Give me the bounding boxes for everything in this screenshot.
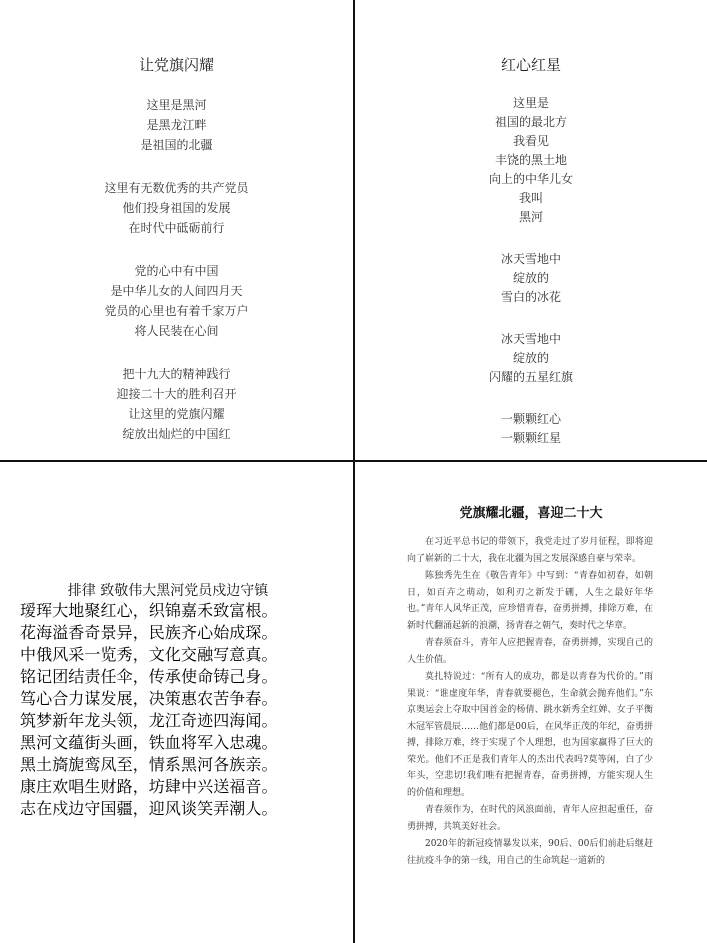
article-paragraph: 陈独秀先生在《敬告青年》中写到：“青春如初春，如朝日，如百卉之萌动，如利刃之新发于硎，人生之最好年华也。”青年人风华正茂，应珍惜青春，奋勇拼搏，排除万难，在新时代翻涌起新的浪潮，扬青春之朝气，奏时代之华章。 <box>407 571 653 631</box>
poem-stanza <box>355 410 707 448</box>
article-paragraph: 在习近平总书记的带领下，我党走过了岁月征程，即将迎向了崭新的二十大，我在北疆为国之发展深感自豪与荣幸。 <box>407 537 653 564</box>
poem-line: 向上的中华儿女 <box>488 172 573 186</box>
poem-stanza <box>0 261 353 341</box>
poem-line: 雪白的冰花 <box>500 290 561 304</box>
poem-title: 红心红星 <box>500 56 561 74</box>
poem-line: 是黑龙江畔 <box>146 118 207 132</box>
verse-line: 铭记团结责任伞，传承使命铸己身。 <box>20 667 278 686</box>
poem-line: 迎接二十大的胜利召开 <box>116 387 237 401</box>
poem-line: 绽放的 <box>512 351 549 365</box>
poem-body <box>355 94 707 460</box>
verse-line: 康庄欢唱生财路，坊肆中兴送福音。 <box>20 777 278 796</box>
poem-line: 是中华儿女的人间四月天 <box>110 284 243 298</box>
verse-line: 瑷珲大地聚红心，织锦嘉禾致富根。 <box>20 601 278 620</box>
poem-panel-red-heart <box>355 0 707 460</box>
poem-line: 将人民装在心间 <box>134 324 219 338</box>
poem-line: 黑河 <box>518 210 543 224</box>
verse-line: 筑梦新年龙头领，龙江奇迹四海闻。 <box>20 711 278 730</box>
poem-line: 祖国的最北方 <box>494 115 567 129</box>
poem-line: 冰天雪地中 <box>500 332 561 346</box>
verse-line: 中俄风采一览秀，文化交融写意真。 <box>20 645 278 664</box>
poem-stanza <box>355 94 707 227</box>
poem-stanza <box>355 330 707 387</box>
poem-line: 在时代中砥砺前行 <box>128 221 225 235</box>
poem-stanza <box>355 250 707 307</box>
verse-line: 黑河文蕴街头画，铁血将军入忠魂。 <box>20 733 278 752</box>
article-body <box>407 534 653 870</box>
poem-line: 一颗颗红心 <box>500 412 561 426</box>
poem-stanza <box>0 178 353 238</box>
verse-line: 黑土旖旎鸾凤至，情系黑河各族亲。 <box>20 755 278 774</box>
poem-line: 绽放的 <box>512 271 549 285</box>
poem-line: 党的心中有中国 <box>134 264 219 278</box>
poem-line: 冰天雪地中 <box>500 252 561 266</box>
article-paragraph: 2020年的新冠疫情暴发以来，90后、00后们前赴后继赶往抗疫斗争的第一线，用自己的生命筑起一道新的 <box>407 839 653 866</box>
verse-line: 志在戍边守国疆，迎风谈笑弄潮人。 <box>20 799 278 818</box>
poem-stanza <box>0 364 353 444</box>
verse-line: 花海溢香奇景异，民族齐心始成琛。 <box>20 623 278 642</box>
article-title: 党旗耀北疆，喜迎二十大 <box>459 506 603 521</box>
poem-line: 这里有无数优秀的共产党员 <box>104 181 249 195</box>
article-panel <box>355 462 707 943</box>
verse-panel <box>0 462 353 943</box>
poem-line: 一颗颗红星 <box>500 431 561 445</box>
poem-line: 是祖国的北疆 <box>140 138 213 152</box>
article-paragraph: 青春须作为，在时代的风浪面前，青年人应担起重任，奋勇拼搏，共筑美好社会。 <box>407 805 653 832</box>
poem-body <box>0 95 353 460</box>
poem-line: 丰饶的黑土地 <box>494 153 567 167</box>
poem-panel-party-flag <box>0 0 353 460</box>
poem-line: 绽放出灿烂的中国红 <box>122 427 231 441</box>
poem-line: 我看见 <box>512 134 549 148</box>
poem-line: 让这里的党旗闪耀 <box>128 407 225 421</box>
poem-line: 这里是黑河 <box>146 98 207 112</box>
poem-line: 我叫 <box>518 191 543 205</box>
verse-line: 笃心合力谋发展，决策惠农苦争春。 <box>20 689 278 708</box>
poem-line: 把十九大的精神践行 <box>122 367 231 381</box>
verse-title: 排律 致敬伟大黑河党员戍边守镇 <box>67 583 269 599</box>
poem-line: 党员的心里也有着千家万户 <box>104 304 249 318</box>
poem-stanza <box>0 95 353 155</box>
article-paragraph: 莫扎特说过：“所有人的成功，都是以青春为代价的。”雨果说：“谁虚度年华，青春就要褪色，生命就会抛弃他们。”东京奥运会上夺取中国首金的杨倩、跳水新秀全红婵、女子平衡木冠军管晨辰……他们都是00后，在风华正茂的年纪，奋勇拼搏，排除万难，终于实现了个人理想，也为国家赢得了巨大的荣光。他们不正是我们青年人的杰出代表吗?莫等闲，白了少年头，空悲切!我们唯有把握青春，奋勇拼搏，方能实现人生的价值和理想。 <box>407 672 653 798</box>
verse-body <box>20 600 350 820</box>
poem-line: 他们投身祖国的发展 <box>122 201 231 215</box>
poem-line: 闪耀的五星红旗 <box>488 370 573 384</box>
poem-title: 让党旗闪耀 <box>138 56 214 74</box>
article-paragraph: 青春须奋斗，青年人应把握青春，奋勇拼搏，实现自己的人生价值。 <box>407 638 653 665</box>
poem-line: 这里是 <box>512 96 549 110</box>
